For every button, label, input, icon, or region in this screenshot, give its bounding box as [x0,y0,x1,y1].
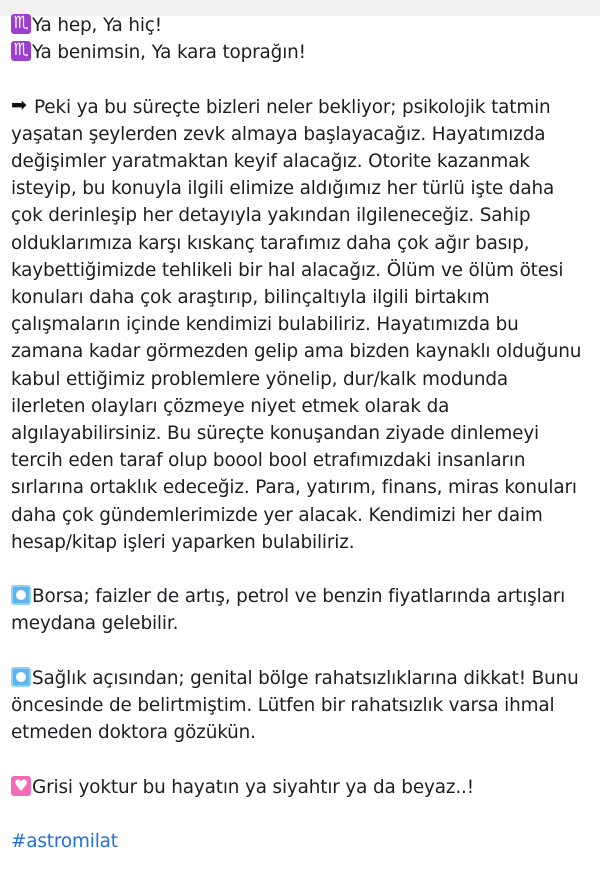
paragraph-line: ilerleten olayları çözmeye niyet etmek olarak da [11,395,450,417]
paragraph-line: meydana gelebilir. [11,613,179,635]
paragraph-line: çok derinleşip her detayıyla yakından ilgileneceğiz. Sahip [11,205,531,227]
right-arrow-icon [11,96,33,116]
paragraph-line: olduklarımıza karşı kıskanç tarafımız daha çok ağır basıp, [11,232,530,254]
paragraph-line: daha çok gündemlerimizde yer alacak. Kendimizi her daim [11,504,543,526]
paragraph-line-text: Peki ya bu süreçte bizleri neler bekliyor; psikolojik tatmin [34,96,551,118]
paragraph-line: sırlarına ortaklık edeceğiz. Para, yatırım, finans, miras konuları [11,477,577,499]
closing-paragraph [11,774,597,801]
intro-block [11,12,597,66]
paragraph-line: kaybettiğimizde tehlikeli bir hal alacağız. Ölüm ve ölüm ötesi [11,259,564,281]
paragraph-line: tercih eden taraf olup boool bool etrafımızdaki insanların [11,450,526,472]
hashtag-block [11,828,597,855]
intro-line [11,39,597,66]
paragraph-line: isteyip, bu konuyla ilgili elimize aldığımız her türlü işte daha [11,178,555,200]
scorpio-icon [11,41,31,61]
borsa-paragraph [11,583,597,637]
paragraph-gap [11,66,597,93]
paragraph-line: zamana kadar görmezden gelip ama bizden kaynaklı olduğunu [11,341,582,363]
speech-bubble-icon [11,585,31,605]
paragraph-line: öncesinde de belirtmiştim. Lütfen bir rahatsızlık varsa ihmal [11,695,555,717]
paragraph-gap [11,801,597,828]
paragraph-line [11,583,597,610]
main-paragraph [11,94,597,556]
hashtag-link[interactable]: #astromilat [11,831,118,853]
paragraph-line: çalışmaların içinde kendimizi bulabiliriz. Hayatımızda bu [11,314,519,336]
intro-line-text: Ya benimsin, Ya kara toprağın! [32,42,306,64]
paragraph-line: değişimler yaratmaktan keyif alacağız. Otorite kazanmak [11,151,530,172]
paragraph-line: yaşatan şeylerden zevk almaya başlayacağız. Hayatımızda [11,123,546,145]
paragraph-line [11,665,597,692]
post-body [11,12,597,855]
paragraph-gap [11,556,597,583]
paragraph-line: etmeden doktora gözükün. [11,722,256,744]
paragraph-line: konuları daha çok araştırıp, bilinçaltıyla ilgili birtakım [11,287,490,309]
paragraph-line: kabul ettiğimiz problemlere yönelip, dur/kalk modunda [11,368,508,390]
paragraph-line-text: Grisi yoktur bu hayatın ya siyahtır ya da beyaz..! [32,776,474,798]
heart-icon [11,776,31,796]
paragraph-line-text: Sağlık açısından; genital bölge rahatsızlıklarına dikkat! Bunu [32,667,579,689]
intro-line-text: Ya hep, Ya hiç! [32,15,162,36]
scorpio-icon [11,14,31,34]
saglik-paragraph [11,665,597,747]
paragraph-line [11,94,597,121]
paragraph-gap [11,746,597,773]
paragraph-line [11,774,597,801]
speech-bubble-icon [11,667,31,687]
paragraph-line: hesap/kitap işleri yaparken bulabiliriz. [11,531,355,553]
paragraph-line: algılayabilirsiniz. Bu süreçte konuşandan ziyade dinlemeyi [11,423,540,445]
intro-line [11,12,597,39]
paragraph-line-text: Borsa; faizler de artış, petrol ve benzin fiyatlarında artışları [32,586,566,608]
paragraph-gap [11,638,597,665]
